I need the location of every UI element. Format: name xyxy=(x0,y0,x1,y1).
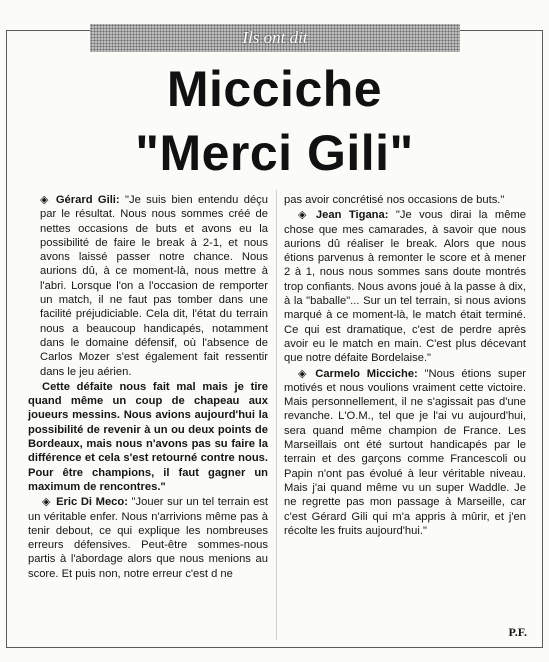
quote-dimeco-continued: pas avoir concrétisé nos occasions de buts." xyxy=(284,194,505,206)
quote-gili xyxy=(28,193,268,379)
headline-line-2: "Merci Gili" xyxy=(135,125,414,181)
quote-text: "Je suis bien entendu déçu par le résultat. Nous nous sommes créé de nettes occasions de buts et avons eu la possibilité de faire le break à 2-1, et nous avons laissé passer notre chance. Nous aurions dû, à ce moment-là, nous mettre à l'abri. Lorsque l'on a l'occasion de remporter un match, il ne faut pas tomber dans une facilité préjudiciable. Cela dit, l'état du terrain nous a beaucoup handicapés, notamment dans le domaine défensif, où l'absence de Carlos Mozer s'est également fait ressentir dans le jeu aérien. xyxy=(40,194,269,378)
quote-dimeco xyxy=(28,495,268,581)
diamond-bullet-icon: ◈ xyxy=(40,194,49,206)
rubric-banner xyxy=(90,24,460,52)
speaker-name: Gérard Gili: xyxy=(55,194,120,206)
quote-text: "Nous étions super motivés et nous voulions vraiment cette victoire. Mais personnellement, il ne s'agissait pas d'une revanche. L'O.M., tel que je l'ai vu aujourd'hui, sera quand même champion de France. Les Marseillais ont été surtout handicapés par le terrain et des garçons comme Francescoli ou Papin n'ont pas évolué à leur véritable niveau. Mais j'ai quand même vu un super Waddle. Je ne regrette pas mon passage à Marseille, car c'est Gérard Gili qui m'a appris à mûrir, et j'en récolte les fruits aujourd'hui." xyxy=(284,367,527,537)
rubric-label: Ils ont dit xyxy=(242,28,308,47)
quote-text: "Jouer sur un tel terrain est un véritable enfer. Nous n'arrivions même pas à tenir debout, ce qui explique les nombreuses erreurs défensives. Peut-être sommes-nous partis à l'abordage alors que nous menions au score. Et puis non, notre erreur c'est d ne xyxy=(28,496,268,580)
speaker-name: Carmelo Micciche: xyxy=(315,367,418,380)
left-column xyxy=(28,193,268,581)
quote-micciche xyxy=(284,367,526,539)
diamond-bullet-icon: ◈ xyxy=(298,209,307,222)
diamond-bullet-icon: ◈ xyxy=(298,367,307,380)
headline-line-1: Micciche xyxy=(166,61,383,117)
quote-text: "Je vous dirai la même chose que mes camarades, à savoir que nous aurions dû réaliser le break. Alors que nous étions parvenus à remonter le score et à mener 2 à 1, nous nous sommes sans doute montrés trop confiants. Nous avons joué à la passe à dix, à la "baballe"... Sur un tel terrain, si nous avions marqué à ce moment-là, le match était terminé. Ce qui est dramatique, c'est de perdre après avoir eu le match en main. C'est plus décevant que notre défaite Bordelaise." xyxy=(284,209,527,365)
right-column xyxy=(284,193,526,538)
quote-tigana xyxy=(284,208,526,365)
speaker-name: Eric Di Meco: xyxy=(56,496,128,509)
quote-gili-bold: Cette défaite nous fait mal mais je tire quand même un coup de chapeau aux joueurs messins. Nous avions aujourd'hui la possibilité de revenir à un ou deux points de Bordeaux, mais nous n'avons pas su faire la différence et cela s'est retourné contre nous. Pour être champions, il faut gagner un maximum de rencontres." xyxy=(28,380,268,493)
column-divider xyxy=(276,190,277,640)
speaker-name: Jean Tigana: xyxy=(315,209,389,222)
diamond-bullet-icon: ◈ xyxy=(42,496,51,509)
author-signature: P.F. xyxy=(508,625,527,639)
